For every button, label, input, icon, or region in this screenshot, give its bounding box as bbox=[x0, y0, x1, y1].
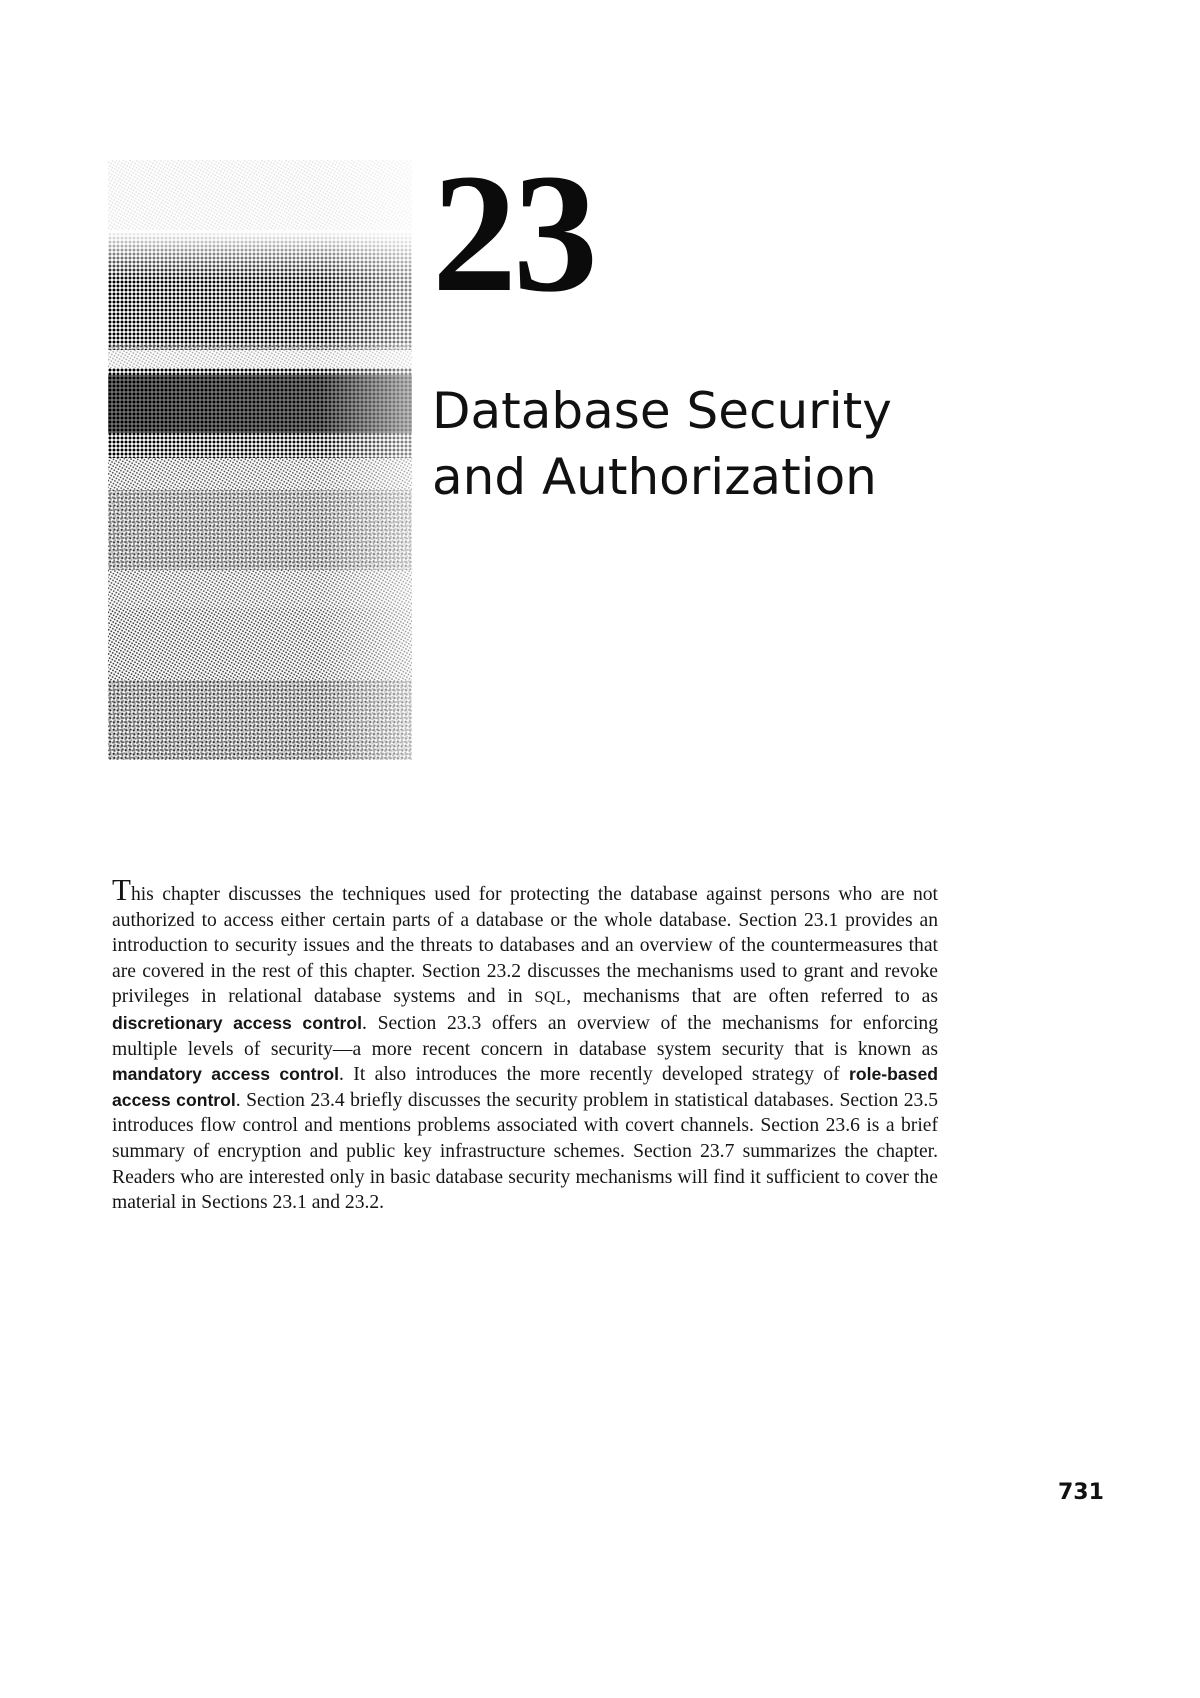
chapter-intro-paragraph bbox=[112, 874, 938, 1216]
chapter-opener-image bbox=[108, 160, 412, 760]
chapter-number: 23 bbox=[432, 139, 594, 327]
intro-text-2: , mechanisms that are often referred to as bbox=[566, 986, 939, 1008]
intro-text-3: . Section 23.3 offers an overview of the mechanisms for enforcing multiple levels of security—a more recent concern in database system security that is known as bbox=[112, 1012, 938, 1060]
chapter-title bbox=[432, 378, 892, 510]
key-term-mandatory: mandatory access control bbox=[112, 1064, 340, 1085]
drop-cap: T bbox=[112, 872, 131, 907]
intro-text-1: his chapter discusses the techniques used for protecting the database against persons who are not authorized to access either certain parts of a database or the whole database. Section 23.1 provides an introduction to security issues and the threats to databases and an overview of the countermeasures that are covered in the rest of this chapter. Section 23.2 discusses the mechanisms used to grant and revoke privileges in relational database systems and in bbox=[112, 884, 938, 1008]
intro-text-5: . Section 23.4 briefly discusses the security problem in statistical databases. Section 23.5 introduces flow control and mentions problems associated with covert channels. Section 23.6 is a brief summary of encryption and public key infrastructure schemes. Section 23.7 summarizes the chapter. Readers who are interested only in basic database security mechanisms will find it sufficient to cover the material in Sections 23.1 and 23.2. bbox=[112, 1089, 939, 1214]
key-term-role-based: role-based access control bbox=[112, 1064, 938, 1110]
key-term-discretionary: discretionary access control bbox=[112, 1012, 363, 1033]
intro-text-4: . It also introduces the more recently developed strategy of bbox=[339, 1064, 849, 1086]
page-number: 731 bbox=[1058, 1480, 1104, 1505]
sql-smallcaps: SQL bbox=[534, 989, 567, 1007]
chapter-title-line-1: Database Security bbox=[432, 382, 892, 440]
chapter-title-line-2: and Authorization bbox=[432, 448, 877, 506]
